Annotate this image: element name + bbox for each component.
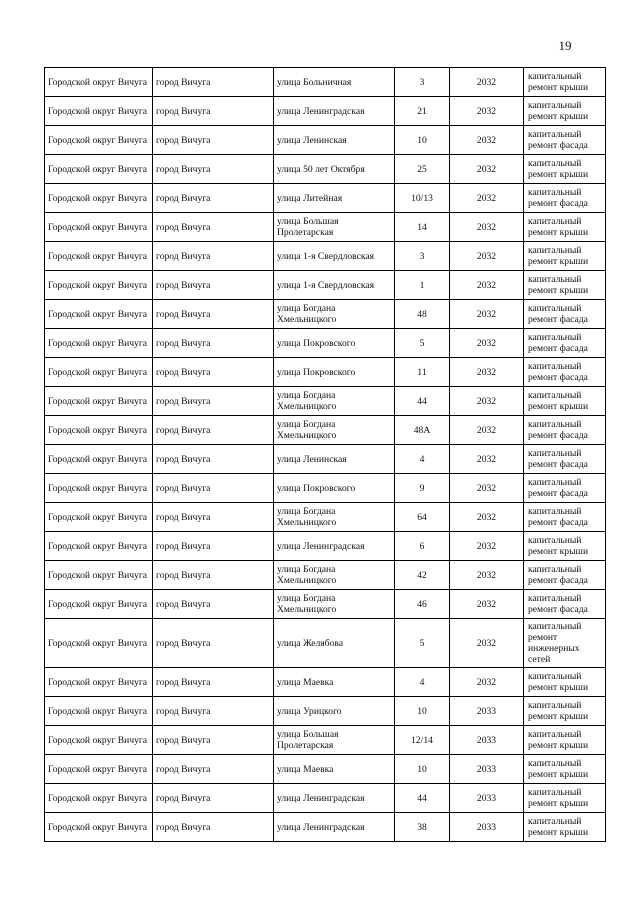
cell-work-type: капитальный ремонт крыши xyxy=(524,213,606,242)
cell-house-number: 48А xyxy=(395,416,450,445)
cell-district: Городской округ Вичуга xyxy=(45,358,153,387)
table-row xyxy=(45,784,606,813)
cell-street: улица Богдана Хмельницкого xyxy=(274,561,395,590)
table-row xyxy=(45,813,606,842)
cell-city: город Вичуга xyxy=(153,68,274,97)
cell-street: улица Маевка xyxy=(274,668,395,697)
table-row xyxy=(45,242,606,271)
cell-district: Городской округ Вичуга xyxy=(45,561,153,590)
cell-work-type: капитальный ремонт фасада xyxy=(524,474,606,503)
cell-street: улица Больничная xyxy=(274,68,395,97)
table-row xyxy=(45,474,606,503)
cell-house-number: 10 xyxy=(395,755,450,784)
cell-district: Городской округ Вичуга xyxy=(45,68,153,97)
cell-year: 2032 xyxy=(450,68,524,97)
cell-street: улица Урицкого xyxy=(274,697,395,726)
cell-work-type: капитальный ремонт крыши xyxy=(524,784,606,813)
cell-year: 2032 xyxy=(450,503,524,532)
cell-city: город Вичуга xyxy=(153,358,274,387)
cell-city: город Вичуга xyxy=(153,590,274,619)
cell-district: Городской округ Вичуга xyxy=(45,697,153,726)
cell-house-number: 46 xyxy=(395,590,450,619)
cell-work-type: капитальный ремонт фасада xyxy=(524,561,606,590)
cell-house-number: 4 xyxy=(395,445,450,474)
cell-year: 2032 xyxy=(450,474,524,503)
table-row xyxy=(45,126,606,155)
cell-work-type: капитальный ремонт фасада xyxy=(524,416,606,445)
cell-house-number: 10/13 xyxy=(395,184,450,213)
cell-work-type: капитальный ремонт крыши xyxy=(524,668,606,697)
table-row xyxy=(45,155,606,184)
cell-house-number: 6 xyxy=(395,532,450,561)
cell-year: 2033 xyxy=(450,697,524,726)
table-row xyxy=(45,532,606,561)
cell-city: город Вичуга xyxy=(153,474,274,503)
cell-street: улица Маевка xyxy=(274,755,395,784)
cell-house-number: 4 xyxy=(395,668,450,697)
cell-district: Городской округ Вичуга xyxy=(45,668,153,697)
cell-district: Городской округ Вичуга xyxy=(45,755,153,784)
table-row xyxy=(45,503,606,532)
cell-street: улица Ленинградская xyxy=(274,97,395,126)
cell-city: город Вичуга xyxy=(153,532,274,561)
cell-work-type: капитальный ремонт фасада xyxy=(524,503,606,532)
cell-house-number: 3 xyxy=(395,68,450,97)
cell-house-number: 64 xyxy=(395,503,450,532)
cell-year: 2032 xyxy=(450,184,524,213)
cell-year: 2033 xyxy=(450,813,524,842)
cell-house-number: 44 xyxy=(395,387,450,416)
cell-house-number: 1 xyxy=(395,271,450,300)
cell-work-type: капитальный ремонт крыши xyxy=(524,387,606,416)
cell-year: 2033 xyxy=(450,784,524,813)
cell-city: город Вичуга xyxy=(153,445,274,474)
cell-street: улица Ленинская xyxy=(274,126,395,155)
cell-house-number: 10 xyxy=(395,126,450,155)
cell-district: Городской округ Вичуга xyxy=(45,532,153,561)
cell-house-number: 11 xyxy=(395,358,450,387)
cell-street: улица 1-я Свердловская xyxy=(274,242,395,271)
cell-street: улица Литейная xyxy=(274,184,395,213)
cell-work-type: капитальный ремонт крыши xyxy=(524,532,606,561)
cell-city: город Вичуга xyxy=(153,619,274,668)
table-row xyxy=(45,213,606,242)
cell-work-type: капитальный ремонт фасада xyxy=(524,445,606,474)
table-row xyxy=(45,668,606,697)
cell-house-number: 44 xyxy=(395,784,450,813)
cell-work-type: капитальный ремонт фасада xyxy=(524,126,606,155)
table-row xyxy=(45,271,606,300)
cell-work-type: капитальный ремонт крыши xyxy=(524,242,606,271)
cell-district: Городской округ Вичуга xyxy=(45,619,153,668)
cell-city: город Вичуга xyxy=(153,503,274,532)
cell-street: улица Большая Пролетарская xyxy=(274,213,395,242)
cell-year: 2032 xyxy=(450,358,524,387)
cell-district: Городской округ Вичуга xyxy=(45,213,153,242)
table-row xyxy=(45,387,606,416)
cell-year: 2032 xyxy=(450,590,524,619)
cell-house-number: 12/14 xyxy=(395,726,450,755)
cell-city: город Вичуга xyxy=(153,561,274,590)
cell-house-number: 14 xyxy=(395,213,450,242)
table-row xyxy=(45,68,606,97)
cell-street: улица Богдана Хмельницкого xyxy=(274,416,395,445)
cell-district: Городской округ Вичуга xyxy=(45,590,153,619)
cell-district: Городской округ Вичуга xyxy=(45,126,153,155)
cell-district: Городской округ Вичуга xyxy=(45,445,153,474)
cell-district: Городской округ Вичуга xyxy=(45,300,153,329)
cell-work-type: капитальный ремонт фасада xyxy=(524,590,606,619)
cell-work-type: капитальный ремонт крыши xyxy=(524,813,606,842)
table-row xyxy=(45,416,606,445)
cell-house-number: 42 xyxy=(395,561,450,590)
cell-work-type: капитальный ремонт крыши xyxy=(524,755,606,784)
cell-district: Городской округ Вичуга xyxy=(45,474,153,503)
cell-city: город Вичуга xyxy=(153,697,274,726)
cell-city: город Вичуга xyxy=(153,387,274,416)
cell-work-type: капитальный ремонт крыши xyxy=(524,697,606,726)
cell-city: город Вичуга xyxy=(153,300,274,329)
cell-city: город Вичуга xyxy=(153,184,274,213)
cell-house-number: 5 xyxy=(395,329,450,358)
page-number: 19 xyxy=(558,38,572,53)
cell-district: Городской округ Вичуга xyxy=(45,155,153,184)
cell-year: 2032 xyxy=(450,155,524,184)
cell-street: улица Богдана Хмельницкого xyxy=(274,387,395,416)
cell-year: 2032 xyxy=(450,561,524,590)
cell-work-type: капитальный ремонт крыши xyxy=(524,155,606,184)
cell-work-type: капитальный ремонт фасада xyxy=(524,184,606,213)
table-row xyxy=(45,561,606,590)
cell-year: 2032 xyxy=(450,387,524,416)
cell-house-number: 48 xyxy=(395,300,450,329)
cell-street: улица 50 лет Октября xyxy=(274,155,395,184)
cell-street: улица Ленинградская xyxy=(274,784,395,813)
cell-house-number: 25 xyxy=(395,155,450,184)
cell-city: город Вичуга xyxy=(153,242,274,271)
cell-year: 2032 xyxy=(450,242,524,271)
cell-city: город Вичуга xyxy=(153,155,274,184)
cell-district: Городской округ Вичуга xyxy=(45,97,153,126)
cell-district: Городской округ Вичуга xyxy=(45,387,153,416)
cell-house-number: 21 xyxy=(395,97,450,126)
cell-city: город Вичуга xyxy=(153,329,274,358)
cell-street: улица Ленинская xyxy=(274,445,395,474)
cell-work-type: капитальный ремонт крыши xyxy=(524,271,606,300)
cell-street: улица 1-я Свердловская xyxy=(274,271,395,300)
cell-year: 2032 xyxy=(450,668,524,697)
cell-work-type: капитальный ремонт крыши xyxy=(524,68,606,97)
cell-year: 2032 xyxy=(450,329,524,358)
cell-district: Городской округ Вичуга xyxy=(45,416,153,445)
cell-city: город Вичуга xyxy=(153,813,274,842)
cell-city: город Вичуга xyxy=(153,126,274,155)
cell-street: улица Богдана Хмельницкого xyxy=(274,300,395,329)
cell-work-type: капитальный ремонт крыши xyxy=(524,97,606,126)
cell-city: город Вичуга xyxy=(153,416,274,445)
cell-district: Городской округ Вичуга xyxy=(45,726,153,755)
cell-street: улица Большая Пролетарская xyxy=(274,726,395,755)
cell-year: 2032 xyxy=(450,445,524,474)
cell-street: улица Покровского xyxy=(274,329,395,358)
cell-house-number: 3 xyxy=(395,242,450,271)
cell-work-type: капитальный ремонт крыши xyxy=(524,726,606,755)
cell-house-number: 5 xyxy=(395,619,450,668)
cell-city: город Вичуга xyxy=(153,784,274,813)
cell-work-type: капитальный ремонт фасада xyxy=(524,329,606,358)
cell-work-type: капитальный ремонт фасада xyxy=(524,358,606,387)
cell-city: город Вичуга xyxy=(153,213,274,242)
cell-house-number: 10 xyxy=(395,697,450,726)
table-row xyxy=(45,445,606,474)
cell-city: город Вичуга xyxy=(153,97,274,126)
cell-city: город Вичуга xyxy=(153,271,274,300)
cell-street: улица Желябова xyxy=(274,619,395,668)
cell-district: Городской округ Вичуга xyxy=(45,184,153,213)
table-row xyxy=(45,697,606,726)
cell-street: улица Ленинградская xyxy=(274,813,395,842)
table-row xyxy=(45,755,606,784)
cell-year: 2032 xyxy=(450,300,524,329)
registry-body xyxy=(45,68,606,842)
cell-street: улица Покровского xyxy=(274,358,395,387)
cell-year: 2032 xyxy=(450,126,524,155)
cell-city: город Вичуга xyxy=(153,755,274,784)
cell-street: улица Ленинградская xyxy=(274,532,395,561)
table-row xyxy=(45,590,606,619)
table-row xyxy=(45,619,606,668)
cell-year: 2033 xyxy=(450,755,524,784)
cell-work-type: капитальный ремонт инженерных сетей xyxy=(524,619,606,668)
cell-city: город Вичуга xyxy=(153,726,274,755)
cell-work-type: капитальный ремонт фасада xyxy=(524,300,606,329)
cell-district: Городской округ Вичуга xyxy=(45,784,153,813)
cell-district: Городской округ Вичуга xyxy=(45,242,153,271)
registry-table xyxy=(44,67,606,842)
table-row xyxy=(45,726,606,755)
cell-street: улица Покровского xyxy=(274,474,395,503)
cell-year: 2033 xyxy=(450,726,524,755)
cell-year: 2032 xyxy=(450,619,524,668)
table-row xyxy=(45,329,606,358)
cell-year: 2032 xyxy=(450,416,524,445)
cell-district: Городской округ Вичуга xyxy=(45,813,153,842)
cell-district: Городской округ Вичуга xyxy=(45,271,153,300)
table-row xyxy=(45,358,606,387)
table-row xyxy=(45,300,606,329)
cell-street: улица Богдана Хмельницкого xyxy=(274,590,395,619)
cell-city: город Вичуга xyxy=(153,668,274,697)
cell-house-number: 9 xyxy=(395,474,450,503)
cell-year: 2032 xyxy=(450,97,524,126)
table-row xyxy=(45,97,606,126)
cell-district: Городской округ Вичуга xyxy=(45,503,153,532)
cell-street: улица Богдана Хмельницкого xyxy=(274,503,395,532)
cell-year: 2032 xyxy=(450,213,524,242)
cell-house-number: 38 xyxy=(395,813,450,842)
cell-district: Городской округ Вичуга xyxy=(45,329,153,358)
cell-year: 2032 xyxy=(450,271,524,300)
cell-year: 2032 xyxy=(450,532,524,561)
table-row xyxy=(45,184,606,213)
